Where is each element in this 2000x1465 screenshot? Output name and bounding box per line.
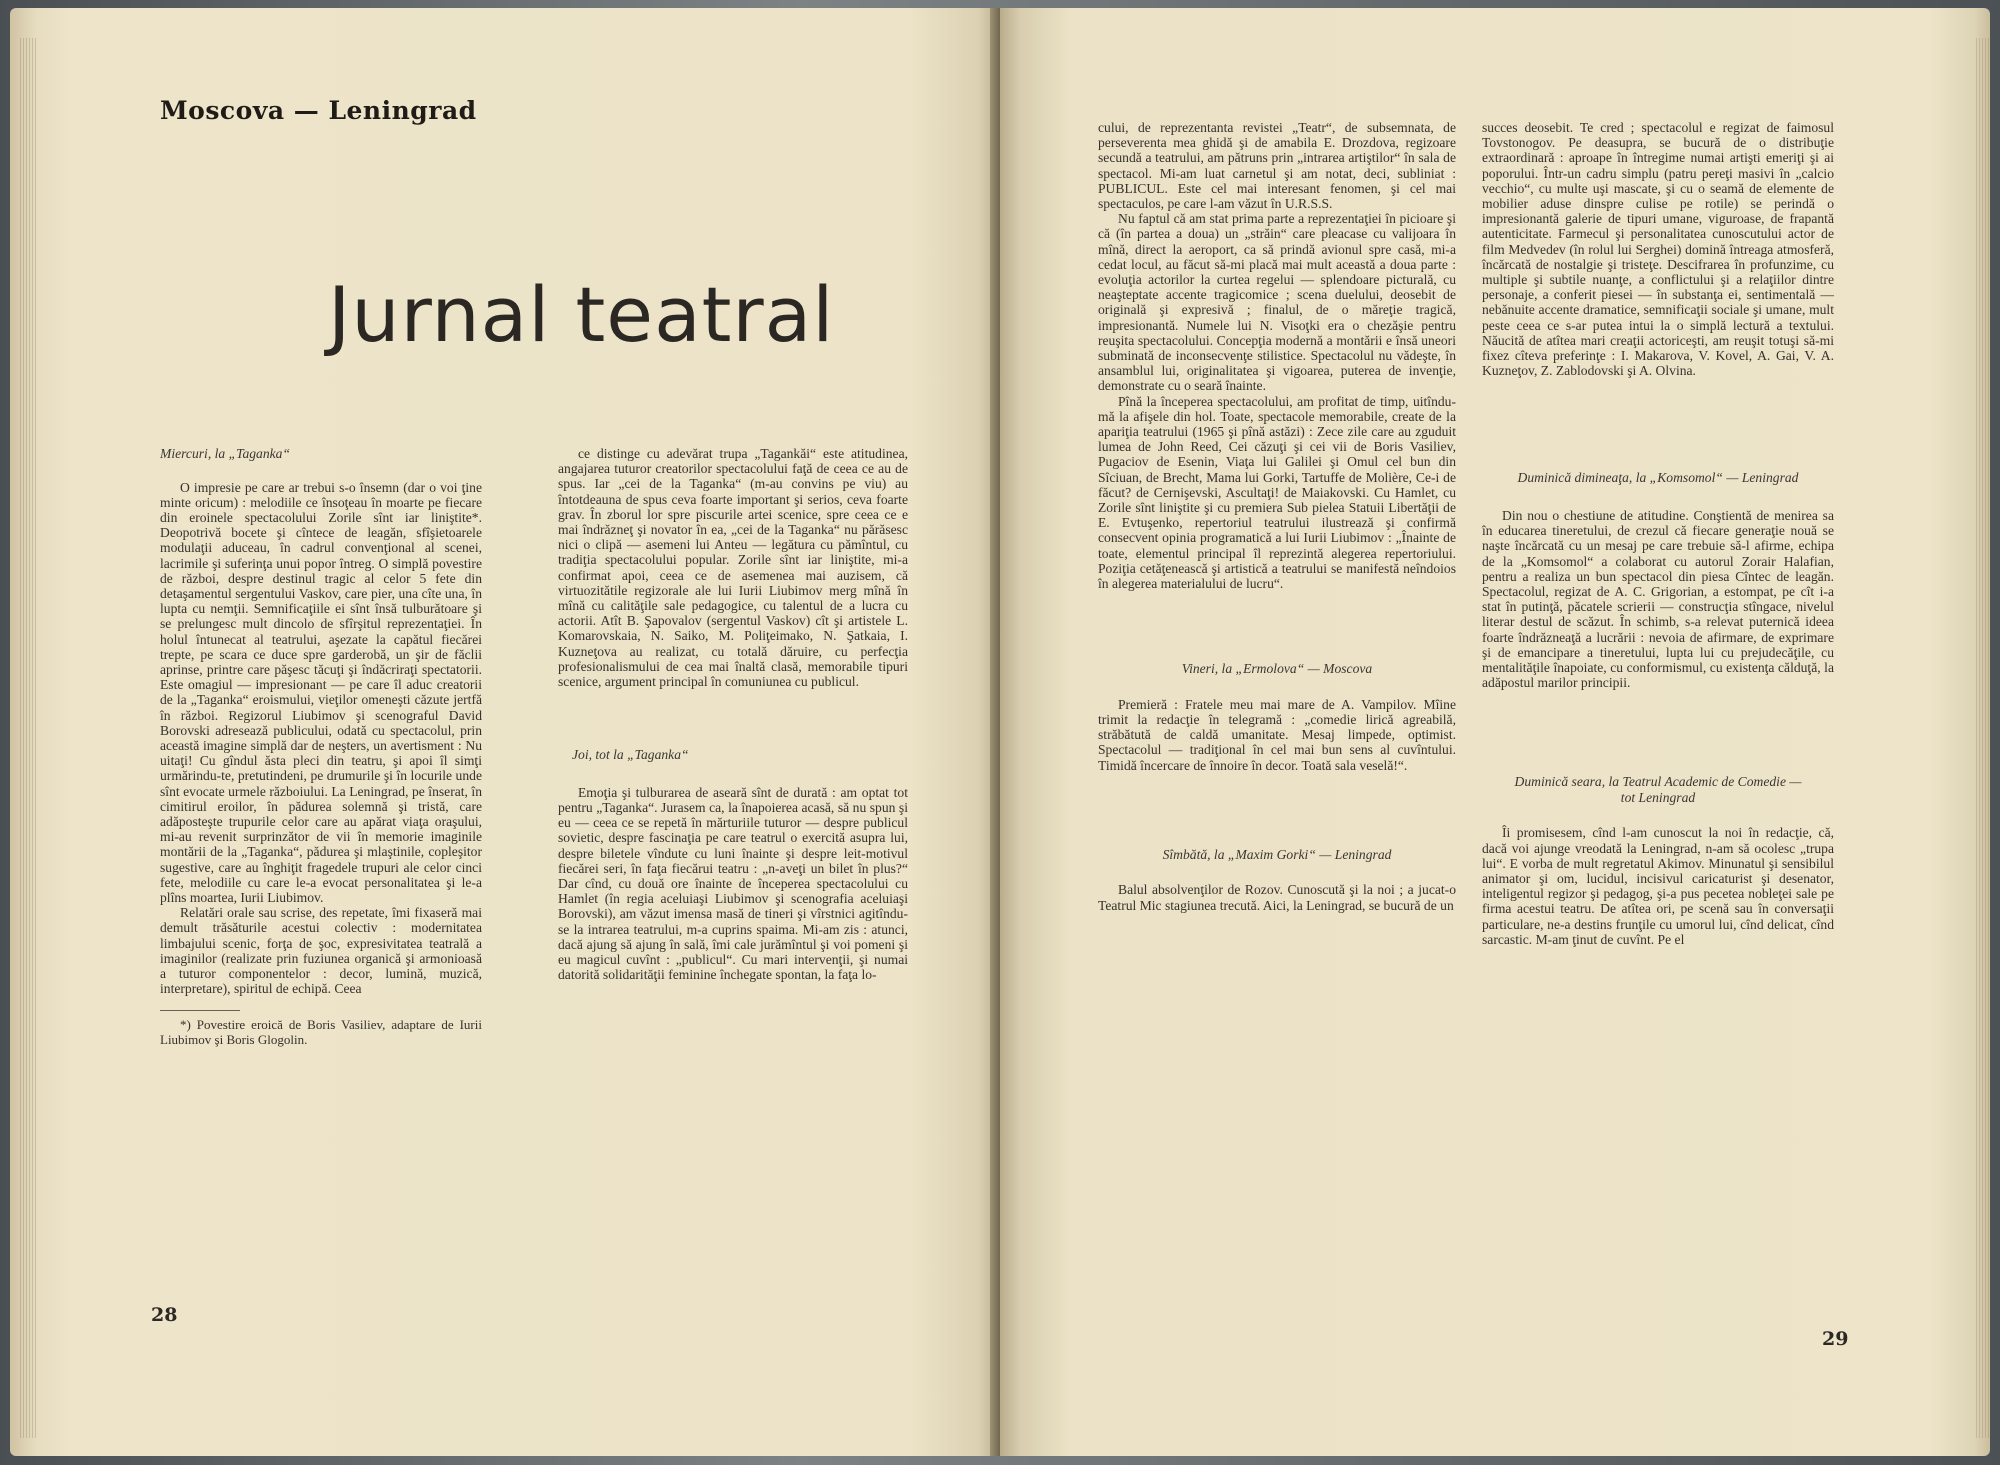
paragraph: succes deosebit. Te cred ; spectacolul e regizat de faimosul Tovstonogov. Pe deasupra, se bucură de o distribuţie extraordinară : aproape în întregime numai artişti emeriţi şi ai poporului. Într-un cadru simplu (patru pereţi masivi în „calcio vecchio“, cu multe uşi mascate, şi cu o seamă de elemente de mobilier aduse dinspre culise pe rotile) se perindă o impresionantă galerie de tipuri umane, viguroase, de frapantă autenticitate. Farmecul şi personalitatea cunoscutului actor de film Medvedev (în rolul lui Serghei) domină întreaga atmosferă, încărcată de nostalgie şi tristeţe. Descifrarea în profunzime, cu multiple şi subtile nuanţe, a conflictului şi a relaţiilor dintre personaje, a conferit piesei — în substanţa ei, sentimentală — nebănuite accente dramatice, semnificaţii sociale şi umane, mult peste ceea ce s-ar putea intui la o simplă lectură a textului. Năucită de atîtea mari creaţii actoriceşti, am reuşit totuşi să-mi fixez cîteva preferinţe : I. Makarova, V. Kovel, A. Gai, V. A. Kuzneţov, Z. Zablodovski şi A. Olvina. (1482, 120, 1834, 379)
section-heading: Duminică seara, la Teatrul Academic de Comedie — tot Leningrad (1514, 774, 1802, 805)
section-heading: Miercuri, la „Taganka“ (160, 446, 291, 461)
section-heading: Vineri, la „Ermolova“ — Moscova (1181, 661, 1373, 677)
right-column-1 (1098, 120, 1456, 913)
footnote-rule (160, 1010, 240, 1011)
left-page (10, 8, 1000, 1456)
paragraph: Premieră : Fratele meu mai mare de A. Vampilov. Mîine trimit la redacţie în telegramă : „comedie lirică agreabilă, străbătută de caldă umanitate. Mesaj limpede, optimist. Spectacolul — tradiţional în cel mai bun sens al cuvîntului. Timidă încercare de înnoire în decor. Toată sala veselă!“. (1098, 696, 1456, 773)
article-title: Jurnal teatral (328, 270, 835, 359)
paragraph: Îi promisesem, cînd l-am cunoscut la noi în redacţie, că, dacă voi ajunge vreodată la Leningrad, n-am să ocolesc „trupa lui“. E vorba de mult regretatul Akimov. Minunatul şi sensibilul animator şi om, lucidul, incisivul caricaturist şi desenator, inteligentul regizor şi pedagog, şi-a pus pecetea nobleţei sale pe firma acestui teatru. De atîtea ori, pe scenă sau în conversaţii particulare, ne-a destins frunţile cu umorul lui, cînd delicat, cînd sarcastic. M-am ţinut de cuvînt. Pe el (1482, 825, 1834, 947)
footnote: *) Povestire eroică de Boris Vasiliev, adaptare de Iurii Liubimov şi Boris Glogolin. (160, 1017, 482, 1048)
paragraph: Din nou o chestiune de atitudine. Conştientă de menirea sa în educarea tineretului, de crezul că fiecare generaţie nouă se naşte încărcată cu un mesaj pe care trebuie să-l afirme, echipa de la „Komsomol“ a colaborat cu autorul Zorair Halafian, pentru a realiza un bun spectacol din piesa Cîntec de leagăn. Spectacolul, regizat de A. C. Grigorian, a estompat, pe cît i-a stat în putinţă, păcatele scrierii — construcţia stîngace, nivelul literar destul de scăzut. În schimb, s-a relevat puternică ideea foarte îndrăzneaţă a lucrării : nevoia de afirmare, de exprimare şi de emancipare a tineretului, lupta lui cu prejudecăţile, cu mentalităţile înapoiate, cu conformismul, cu existenţa călduţă, la adăpostul marilor principii. (1482, 507, 1834, 691)
paragraph: ce distinge cu adevărat trupa „Tagankăi“ este atitudinea, angajarea tuturor creatorilor spectacolului faţă de ceea ce au de spus. Iar „cei de la Taganka“ (m-au convins pe viu) au întotdeauna de spus ceva foarte important şi serios, ceva foarte grav. În zborul lor spre piscurile artei scenice, spre ceea ce e mai îndrăzneţ şi novator în ea, „cei de la Taganka“ nu părăsesc nici o clipă — asemeni lui Anteu — legătura cu pămîntul, cu tradiţia spectacolului popular. Zorile sînt iar liniştite, mi-a confirmat apoi, ceea ce de asemenea mai auzisem, că virtuozitătile regizorale ale lui Iurii Liubimov merg mînă în mînă cu calităţile sale pedagogice, cu talentul de a lucra cu actorii. Atît B. Şapovalov (sergentul Vaskov) cît şi artistele L. Komarovskaia, N. Saiko, M. Poliţeimako, N. Şatkaia, I. Kuzneţova au realizat, cu totală dăruire, cu perfecţia profesionalismului de cea mai înaltă clasă, memorabile tipuri scenice, argument principal în comuniunea cu publicul. (558, 446, 908, 690)
left-column-2 (558, 446, 908, 982)
paragraph: Nu faptul că am stat prima parte a reprezentaţiei în picioare şi că (în partea a doua) un „străin“ care pleacase cu valijoara în mînă, direct la aeroport, ca să prindă avionul spre casă, mi-a cedat locul, au făcut să-mi placă mai mult această a doua parte : evoluţia actorilor la curtea regelui — splendoare picturală, cu neaşteptate accente tragicomice ; scena duelului, deosebit de originală şi expresivă ; finalul, de o măreţie tragică, impresionantă. Numele lui N. Visoţki era o chezăşie pentru reuşita spectacolului. Concepţia modernă a montării e însă uneori subminată de inconsecvenţe stilistice. Spectacolul nu vădeşte, în ansamblul lui, originalitatea şi vigoarea, puterea de invenţie, demonstrate cu o seară înainte. (1098, 211, 1456, 394)
left-column-1 (160, 446, 482, 1047)
page-edge-stack (20, 38, 38, 1438)
page-edge-stack (1976, 38, 1990, 1438)
right-page (1000, 8, 1990, 1456)
section-heading: Joi, tot la „Taganka“ (572, 747, 689, 763)
paragraph: cului, de reprezentanta revistei „Teatr“, de subsemnata, de perseverenta mea ghidă şi de amabila E. Drozdova, regizoare secundă a teatrului, am pătruns prin „intrarea artiştilor“ în sala de spectacol. Mi-am luat carnetul şi am notat, deci, subliniat : PUBLICUL. Este cel mai interesant fenomen, şi cel mai spectaculos, pe care l-am văzut în U.R.S.S. (1098, 120, 1456, 212)
page-number-left: 28 (151, 1304, 178, 1326)
paragraph: Balul absolvenţilor de Rozov. Cunoscută şi la noi ; a jucat-o Teatrul Mic stagiunea trecută. Aici, la Leningrad, se bucură de un (1098, 882, 1456, 913)
paragraph: Relatări orale sau scrise, des repetate, îmi fixaseră mai demult trăsăturile acestui colectiv : modernitatea limbajului scenic, forţa de şoc, expresivitatea teatrală a imaginilor (realizate prin fuziunea organică şi armonioasă a tuturor componentelor : decor, lumină, muzică, interpretare), spiritul de echipă. Ceea (160, 905, 482, 997)
rubric-heading: Moscova — Leningrad (160, 96, 477, 125)
paragraph: Emoţia şi tulburarea de aseară sînt de durată : am optat tot pentru „Taganka“. Jurasem ca, la înapoierea acasă, să nu spun şi eu — ceea ce se repetă în mărturiile tuturor — despre publicul sovietic, despre fascinaţia pe care teatrul o exercită asupra lui, despre biletele vîndute cu luni înainte şi despre leit-motivul fiecărei seri, în faţa fiecărui teatru : „n-aveţi un bilet în plus?“ Dar cînd, cu două ore înainte de începerea spectacolului cu Hamlet (în regia aceluiaşi Liubimov şi scenografia aceluiaşi Borovski), am văzut imensa masă de tineri şi vîrstnici agitîndu-se la intrarea teatrului, m-a cuprins spaima. Mi-am zis : atunci, dacă ajung să ajung în sală, îmi cale jurămîntul şi voi pomeni şi eu magicul cuvînt : „publicul“. Cu mari intervenţii, şi numai datorită solidarităţii feminine închegate spontan, la faţa lo- (558, 784, 908, 983)
page-number-right: 29 (1822, 1328, 1849, 1350)
section-heading: Duminică dimineaţa, la „Komsomol“ — Leningrad (1517, 470, 1799, 486)
section-heading: Sîmbătă, la „Maxim Gorki“ — Leningrad (1162, 846, 1392, 862)
paragraph: Pînă la începerea spectacolului, am profitat de timp, uitîndu-mă la afişele din hol. Toate, spectacole memorabile, create de la apariţia teatrului (1965 şi pînă astăzi) : Zece zile care au zguduit lumea de John Reed, Cei căzuţi şi cei vii de Boris Vasiliev, Pugaciov de Esenin, Viaţa lui Galilei şi Omul cel bun din Sîciuan, de Brecht, Mama lui Gorki, Tartuffe de Molière, Ce-i de făcut? de Cernişevski, Ascultaţi! de Maiakovski. Cu Hamlet, cu Zorile sînt liniştite şi cu premiera Sub pielea Statuii Libertăţii de E. Evtuşenko, repertoriul teatrului ilustrează şi confirmă consecvent opinia programatică a lui Iurii Liubimov : „Înainte de toate, elementul principal îl reprezintă alegerea repertoriului. Poziţia cetăţenească şi artistică a teatrului se manifestă neîndoios în alegerea materialului de lucru“. (1098, 393, 1456, 592)
paragraph: O impresie pe care ar trebui s-o însemn (dar o voi ţine minte oricum) : melodiile ce însoţeau în moarte pe fiecare din eroinele spectacolului Zorile sînt iar liniştite*. Deopotrivă bocete şi cîntece de leagăn, sfîşietoarele modulaţii aduceau, în cadrul convenţional al scenei, lacrimile şi suferinţa unui popor întreg. O simplă povestire de război, despre destinul tragic al celor 5 fete din detaşamentul sergentului Vaskov, care pier, una cîte una, în lupta cu nemţii. Semnificaţiile ei sînt însă tulburătoare şi se prelungesc mult dincolo de sfîrşitul reprezentaţiei. În holul întunecat al teatrului, aşezate la capătul fiecărei trepte, pe scara ce duce spre garderobă, un şir de făclii aprinse, printre care păşesc tăcuţi şi îndăcriraţi spectatorii. Este omagiul — impresionant — pe care îl aduc creatorii de la „Taganka“ eroismului, vieţilor omeneşti căzute jertfă în război. Regizorul Liubimov şi scenograful David Borovski adresează publicului, odată cu spectacolul, prin această imagine simplă dar de neşters, un avertisment : Nu uitaţi! Cu gîndul ăsta pleci din teatru, şi apoi îl simţi urmărindu-te, pretutindeni, pe drumurile şi în locurile unde sînt evocate urmele războiului. La Leningrad, pe înserat, în cimitirul eroilor, în pădurea solemnă şi tristă, care adăposteşte trupurile celor care au apărat viaţa oraşului, mi-au revenit surprinzător de vii în memorie imaginile montării de la „Taganka“, pădurea şi mlaştinile, copleşitor sugestive, care au înghiţit fragedele trupuri ale celor cinci fete, melodiile cu care le-a evocat personalitatea şi le-a plîns moartea, Iurii Liubimov. (160, 479, 482, 905)
right-column-2 (1482, 120, 1834, 947)
